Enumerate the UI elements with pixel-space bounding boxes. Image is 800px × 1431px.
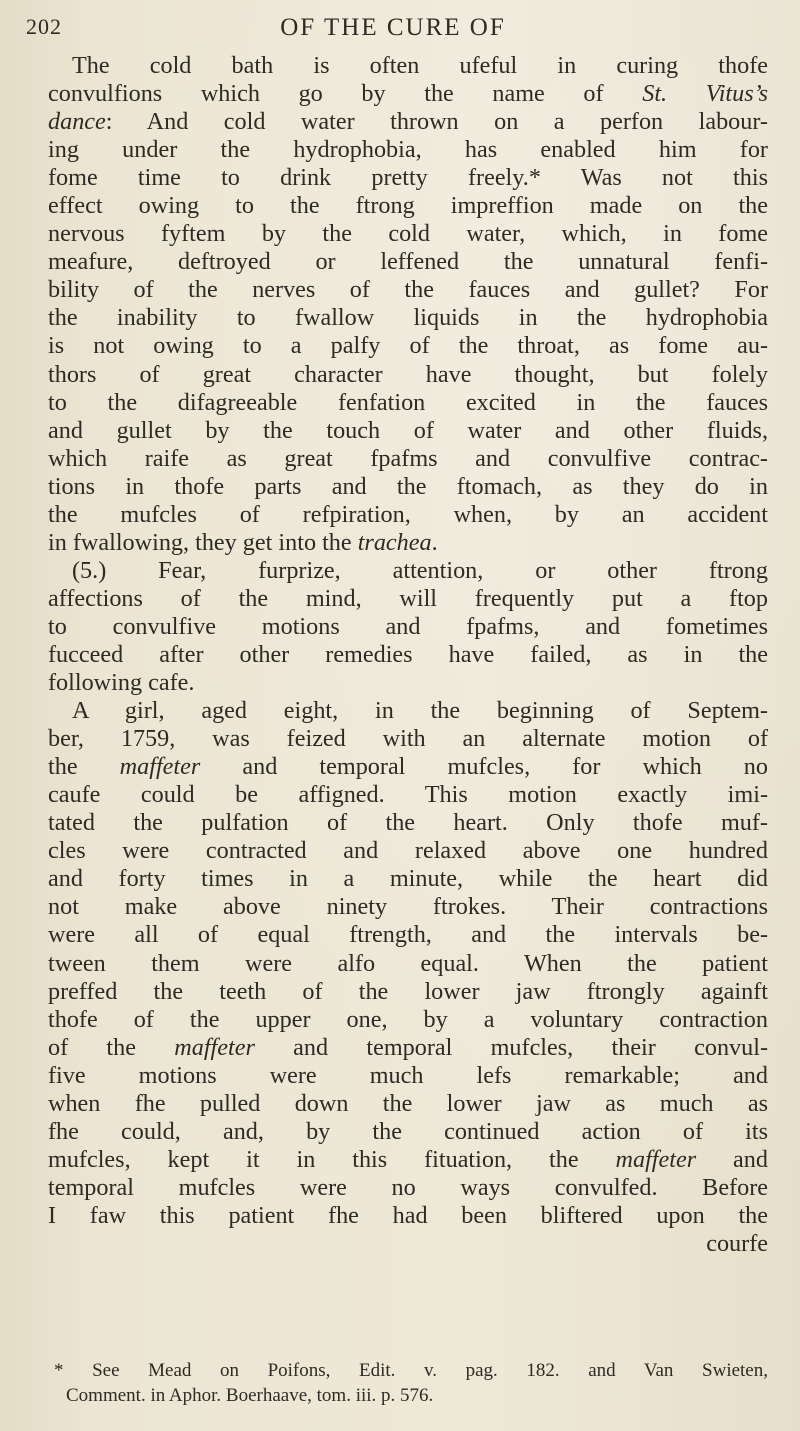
text-line: ber, 1759, was feized with an alternate motion of — [48, 725, 768, 753]
text-line: the maffeter and temporal mufcles, for which no — [48, 753, 768, 781]
footnote-line: Comment. in Aphor. Boerhaave, tom. iii. p. 576. — [66, 1385, 434, 1406]
text-line: and forty times in a minute, while the heart did — [48, 865, 768, 893]
text-line: bility of the nerves of the fauces and gullet? For — [48, 276, 768, 304]
text-line: affections of the mind, will frequently put a ftop — [48, 584, 768, 612]
text-line: following cafe. — [48, 669, 195, 697]
page-header — [26, 12, 760, 48]
text-line: when fhe pulled down the lower jaw as much as — [48, 1089, 768, 1117]
text-line: I faw this patient fhe had been bliftered upon the — [48, 1201, 768, 1229]
text-line: nervous fyftem by the cold water, which, in fome — [48, 220, 768, 248]
text-line: is not owing to a palfy of the throat, as fome au- — [48, 332, 768, 360]
text-line: convulfions which go by the name of St. Vitus’s — [48, 80, 768, 108]
text-line: tions in thofe parts and the ftomach, as they do in — [48, 472, 768, 500]
text-line: dance: And cold water thrown on a perfon labour- — [48, 108, 768, 136]
text-line: to convulfive motions and fpafms, and fometimes — [48, 612, 768, 640]
text-line: fhe could, and, by the continued action of its — [48, 1117, 768, 1145]
text-line: the mufcles of refpiration, when, by an accident — [48, 500, 768, 528]
text-line: and gullet by the touch of water and other fluids, — [48, 416, 768, 444]
text-line: the inability to fwallow liquids in the hydrophobia — [48, 304, 768, 332]
text-line: (5.) Fear, furprize, attention, or other ftrong — [72, 556, 768, 584]
text-line: to the difagreeable fenfation excited in the fauces — [48, 388, 768, 416]
text-line: preffed the teeth of the lower jaw ftrongly againft — [48, 977, 768, 1005]
text-line: fome time to drink pretty freely.* Was not this — [48, 164, 768, 192]
text-line: tated the pulfation of the heart. Only thofe muf- — [48, 809, 768, 837]
footnotes — [54, 1358, 768, 1408]
text-line: thors of great character have thought, but folely — [48, 360, 768, 388]
text-line: thofe of the upper one, by a voluntary contraction — [48, 1005, 768, 1033]
text-line: of the maffeter and temporal mufcles, their convul- — [48, 1033, 768, 1061]
text-line: caufe could be affigned. This motion exactly imi- — [48, 781, 768, 809]
text-line: not make above ninety ftrokes. Their contractions — [48, 893, 768, 921]
text-line: ing under the hydrophobia, has enabled him for — [48, 136, 768, 164]
page-number: 202 — [26, 14, 62, 39]
text-line: A girl, aged eight, in the beginning of Septem- — [72, 697, 768, 725]
text-line: cles were contracted and relaxed above one hundred — [48, 837, 768, 865]
catchword: courfe — [706, 1229, 768, 1257]
text-line: effect owing to the ftrong impreffion made on the — [48, 192, 768, 220]
footnote-line: * See Mead on Poifons, Edit. v. pag. 182. and Van Swieten, — [54, 1360, 768, 1381]
text-line: in fwallowing, they get into the trachea. — [48, 528, 438, 556]
text-line: five motions were much lefs remarkable; and — [48, 1061, 768, 1089]
text-line: were all of equal ftrength, and the intervals be- — [48, 921, 768, 949]
text-line: meafure, deftroyed or leffened the unnatural fenfi- — [48, 248, 768, 276]
text-line: which raife as great fpafms and convulfive contrac- — [48, 444, 768, 472]
text-line: The cold bath is often ufeful in curing thofe — [72, 52, 768, 79]
text-line: mufcles, kept it in this fituation, the maffeter and — [48, 1145, 768, 1173]
text-line: tween them were alfo equal. When the patient — [48, 949, 768, 977]
body-text — [48, 52, 768, 1258]
text-line: fucceed after other remedies have failed, as in the — [48, 640, 768, 668]
text-line: temporal mufcles were no ways convulfed. Before — [48, 1173, 768, 1201]
running-head: OF THE CURE OF — [280, 14, 506, 41]
